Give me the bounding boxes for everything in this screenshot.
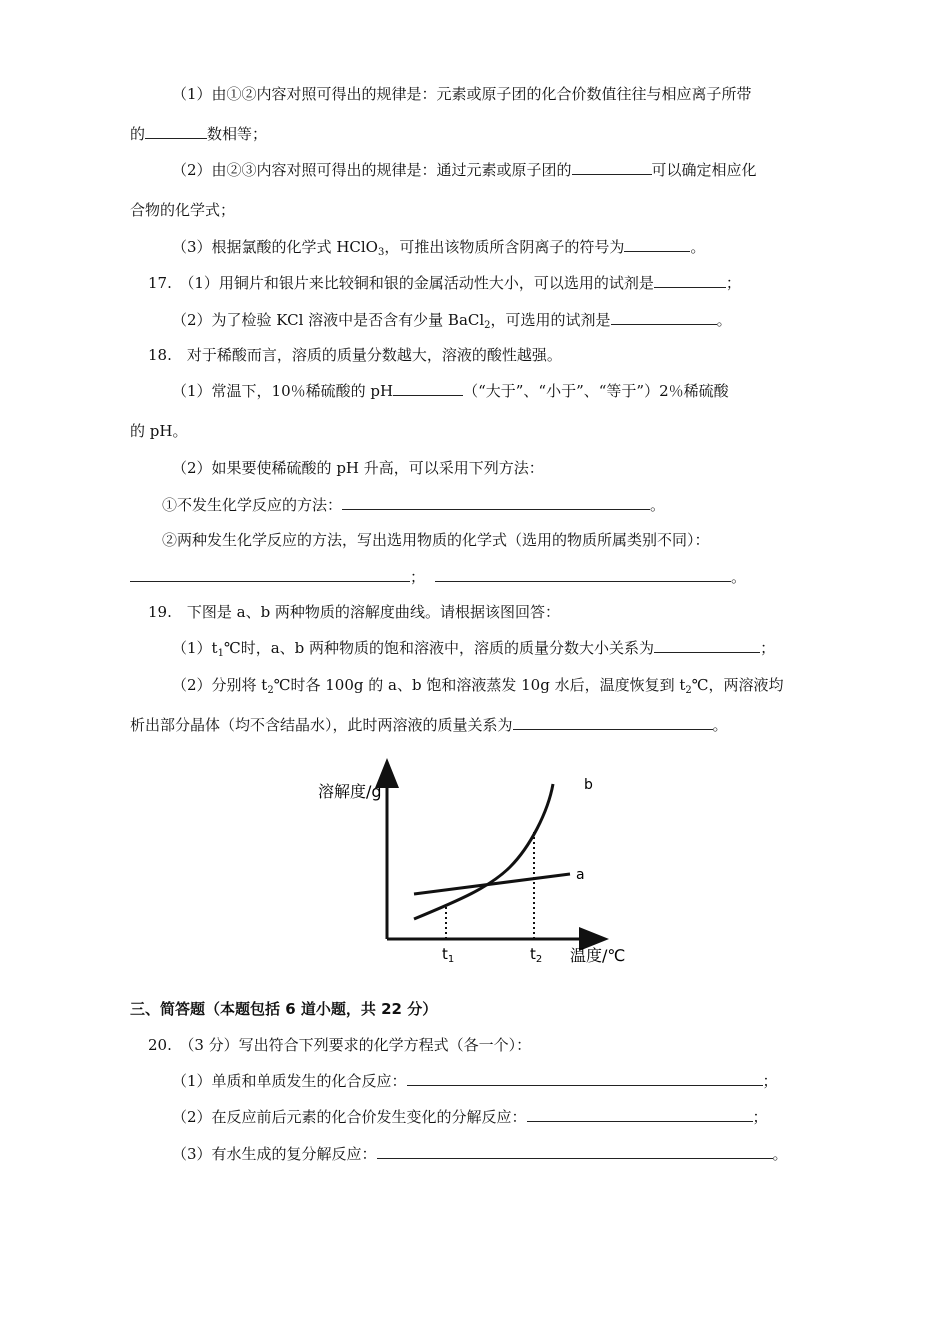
q18-method2 <box>162 530 710 550</box>
q18-part1-prefix: （1）常温下，10％稀硫酸的 pH <box>172 382 394 400</box>
q19-part2-suffix: ℃，两溶液均 <box>691 676 784 694</box>
q19-answer-blank-1[interactable] <box>654 638 760 653</box>
q19-part2-mid: ℃时各 100g 的 a、b 饱和溶液蒸发 10g 水后，温度恢复到 t <box>273 676 686 694</box>
q17-part1-suffix: ； <box>725 274 741 292</box>
q19-stem <box>148 602 560 622</box>
q18-method2-answers <box>130 567 746 587</box>
q17-part2-subscript: 2 <box>484 320 491 331</box>
q20-part2-suffix: ； <box>752 1108 768 1126</box>
q20-stem-text: 20. （3 分）写出符合下列要求的化学方程式（各一个）： <box>148 1036 532 1054</box>
q16-part2-continuation: 合物的化学式； <box>130 201 236 219</box>
q16-answer-blank-3[interactable] <box>624 237 690 252</box>
curve-b-label: b <box>584 777 593 793</box>
q20-part3-prefix: （3）有水生成的复分解反应： <box>172 1145 377 1163</box>
q16-part3-mid: ，可推出该物质所含阴离子的符号为 <box>384 238 625 256</box>
q18-answer-blank-4[interactable] <box>435 567 731 582</box>
q17-part1 <box>148 273 741 293</box>
q19-part2-end: 。 <box>712 716 728 734</box>
q18-part1-suffix: （“大于”、“小于”、“等于”）2％稀硫酸 <box>463 382 729 400</box>
q18-method1 <box>162 495 665 515</box>
q17-answer-blank-2[interactable] <box>611 310 717 325</box>
q20-part2-prefix: （2）在反应前后元素的化合价发生变化的分解反应： <box>172 1108 527 1126</box>
q19-part1-mid: ℃时，a、b 两种物质的饱和溶液中，溶质的质量分数大小关系为 <box>223 639 655 657</box>
section-3-title-text: 三、简答题（本题包括 6 道小题，共 22 分） <box>130 1000 438 1018</box>
q16-part2-line2 <box>130 200 235 220</box>
q16-part3-prefix: （3）根据氯酸的化学式 HClO <box>172 238 378 256</box>
q19-part2-subscript-1: 2 <box>267 685 274 696</box>
t2-tick-label: $t_2$ <box>530 945 543 965</box>
q16-part1-prefix: 的 <box>130 125 146 143</box>
q16-part1-suffix: 数相等； <box>207 125 268 143</box>
q18-stem-text: 18. 对于稀酸而言，溶质的质量分数越大，溶液的酸性越强。 <box>148 346 562 364</box>
q18-method2-separator: ； <box>410 568 426 586</box>
q19-answer-blank-2[interactable] <box>513 715 713 730</box>
q20-stem <box>148 1035 531 1055</box>
y-axis-label: 溶解度/g <box>318 782 382 801</box>
section-3-title <box>130 999 437 1019</box>
q16-part3-subscript: 3 <box>377 247 385 258</box>
q19-part2-line2 <box>130 715 728 735</box>
q17-part2-suffix: 。 <box>716 311 732 329</box>
q17-answer-blank-1[interactable] <box>654 273 726 288</box>
q20-answer-blank-3[interactable] <box>377 1144 773 1159</box>
q16-answer-blank-2[interactable] <box>572 160 652 175</box>
q19-part2-line1 <box>172 675 784 695</box>
q19-part2-continuation: 析出部分晶体（均不含结晶水），此时两溶液的质量关系为 <box>130 716 513 734</box>
q16-part1-text: （1）由①②内容对照可得出的规律是：元素或原子团的化合价数值往往与相应离子所带 <box>172 85 752 103</box>
q19-stem-text: 19. 下图是 a、b 两种物质的溶解度曲线。请根据该图回答： <box>148 603 560 621</box>
q19-part1-prefix: （1）t <box>172 639 218 657</box>
q18-answer-blank-2[interactable] <box>342 495 650 510</box>
x-axis-label: 温度/℃ <box>570 946 626 965</box>
q20-part1 <box>172 1071 778 1091</box>
q18-part1-continuation: 的 pH。 <box>130 422 188 440</box>
q18-answer-blank-1[interactable] <box>393 381 463 396</box>
q18-method2-suffix: 。 <box>731 568 747 586</box>
q18-stem <box>148 345 562 365</box>
q17-part2 <box>172 310 732 330</box>
q20-part3 <box>172 1144 788 1164</box>
q18-method1-prefix: ①不发生化学反应的方法： <box>162 496 343 514</box>
q17-part1-text: 17. （1）用铜片和银片来比较铜和银的金属活动性大小，可以选用的试剂是 <box>148 274 654 292</box>
q20-answer-blank-2[interactable] <box>527 1107 753 1122</box>
curve-a <box>414 874 570 894</box>
q16-answer-blank-1[interactable] <box>145 124 207 139</box>
q19-part1-subscript: 1 <box>217 648 224 659</box>
curve-a-label: a <box>576 867 585 883</box>
q20-part2 <box>172 1107 768 1127</box>
q17-part2-prefix: （2）为了检验 KCl 溶液中是否含有少量 BaCl <box>172 311 485 329</box>
q20-part1-suffix: ； <box>762 1072 778 1090</box>
q20-part3-suffix: 。 <box>772 1145 788 1163</box>
q18-part2 <box>172 458 544 478</box>
q18-part1-line1 <box>172 381 729 401</box>
q16-part3 <box>172 237 705 257</box>
q19-part1-suffix: ； <box>760 639 776 657</box>
q16-part1-line2 <box>130 124 267 144</box>
q16-part2-prefix: （2）由②③内容对照可得出的规律是：通过元素或原子团的 <box>172 161 572 179</box>
q18-part1-line2 <box>130 421 187 441</box>
q16-part3-suffix: 。 <box>690 238 706 256</box>
q19-part2-prefix: （2）分别将 t <box>172 676 268 694</box>
q17-part2-mid: ，可选用的试剂是 <box>490 311 611 329</box>
solubility-curve-figure <box>300 752 640 972</box>
q16-part2-line1 <box>172 160 757 180</box>
q19-part1 <box>172 638 775 658</box>
q18-answer-blank-3[interactable] <box>130 567 410 582</box>
q18-part2-text: （2）如果要使稀硫酸的 pH 升高，可以采用下列方法： <box>172 459 544 477</box>
curve-b <box>414 784 553 919</box>
q20-answer-blank-1[interactable] <box>407 1071 763 1086</box>
q18-method1-suffix: 。 <box>650 496 666 514</box>
q16-part2-suffix: 可以确定相应化 <box>651 161 757 179</box>
t1-tick-label: $t_1$ <box>442 945 455 965</box>
q16-part1-line1 <box>172 84 752 104</box>
q19-part2-subscript-2: 2 <box>685 685 692 696</box>
q18-method2-text: ②两种发生化学反应的方法，写出选用物质的化学式（选用的物质所属类别不同）： <box>162 531 710 549</box>
q20-part1-prefix: （1）单质和单质发生的化合反应： <box>172 1072 407 1090</box>
